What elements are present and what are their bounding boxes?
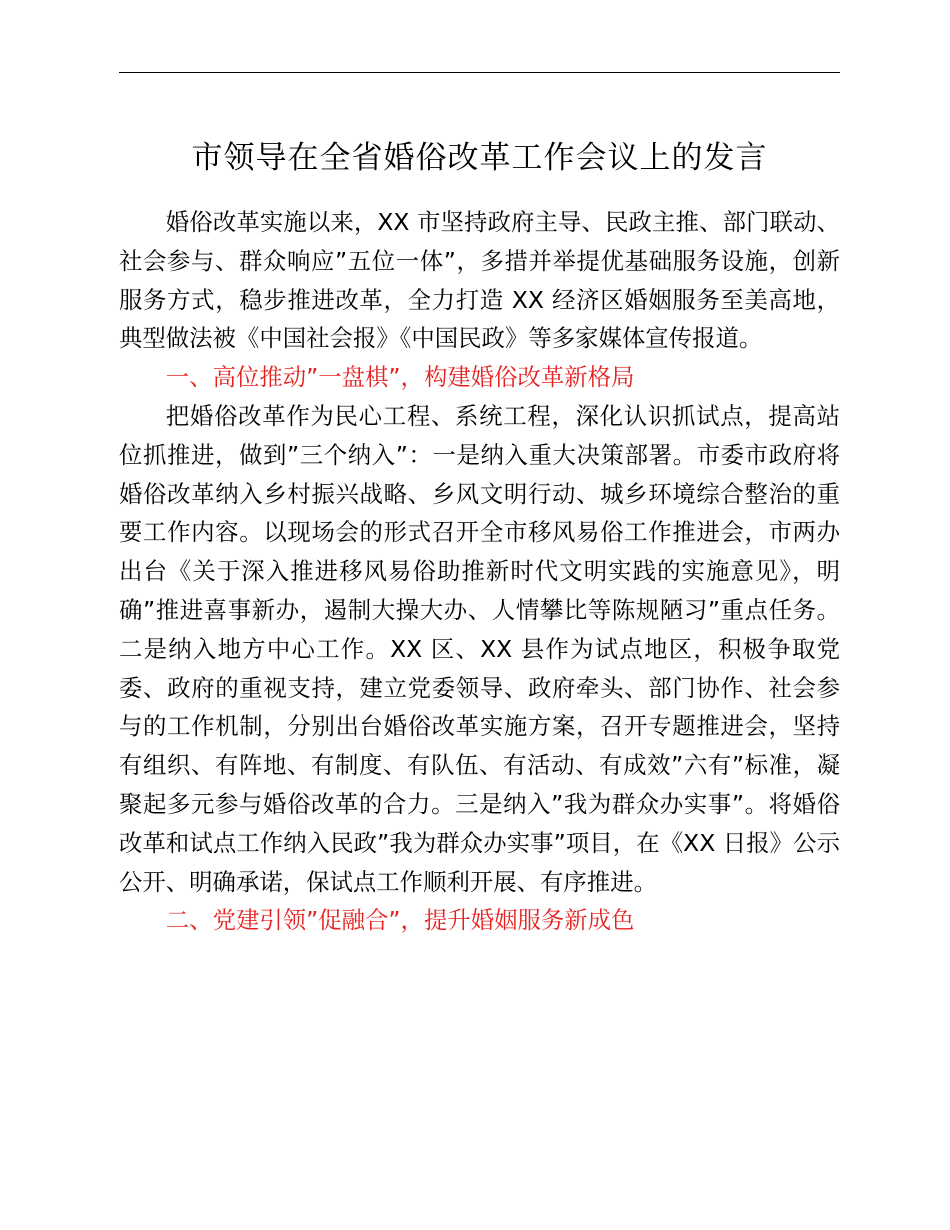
section-1-paragraph: 把婚俗改革作为民心工程、系统工程，深化认识抓试点，提高站位抓推进，做到”三个纳入”：一是纳入重大决策部署。市委市政府将婚俗改革纳入乡村振兴战略、乡风文明行动、城乡环境综合整治的重要工作内容。以现场会的形式召开全市移风易俗工作推进会，市两办出台《关于深入推进移风易俗助推新时代文明实践的实施意见》，明确”推进喜事新办，遏制大操大办、人情攀比等陈规陋习”重点任务。二是纳入地方中心工作。XX 区、XX 县作为试点地区，积极争取党委、政府的重视支持，建立党委领导、政府牵头、部门协作、社会参与的工作机制，分别出台婚俗改革实施方案，召开专题推进会，坚持有组织、有阵地、有制度、有队伍、有活动、有成效”六有”标准，凝聚起多元参与婚俗改革的合力。三是纳入”我为群众办实事”。将婚俗改革和试点工作纳入民政”我为群众办实事”项目，在《XX 日报》公示公开、明确承诺，保试点工作顺利开展、有序推进。 (119, 401, 840, 896)
document-body (119, 203, 840, 940)
intro-paragraph: 婚俗改革实施以来，XX 市坚持政府主导、民政主推、部门联动、社会参与、群众响应”五位一体”，多措并举提优基础服务设施，创新服务方式，稳步推进改革，全力打造 XX 经济区婚姻服务至美高地，典型做法被《中国社会报》《中国民政》等多家媒体宣传报道。 (119, 208, 840, 353)
header-rule (119, 72, 840, 73)
section-1-heading: 一、高位推动”一盘棋”，构建婚俗改革新格局 (165, 363, 635, 392)
section-2-heading: 二、党建引领”促融合”，提升婚姻服务新成色 (165, 906, 635, 935)
document-title: 市领导在全省婚俗改革工作会议上的发言 (191, 140, 768, 176)
